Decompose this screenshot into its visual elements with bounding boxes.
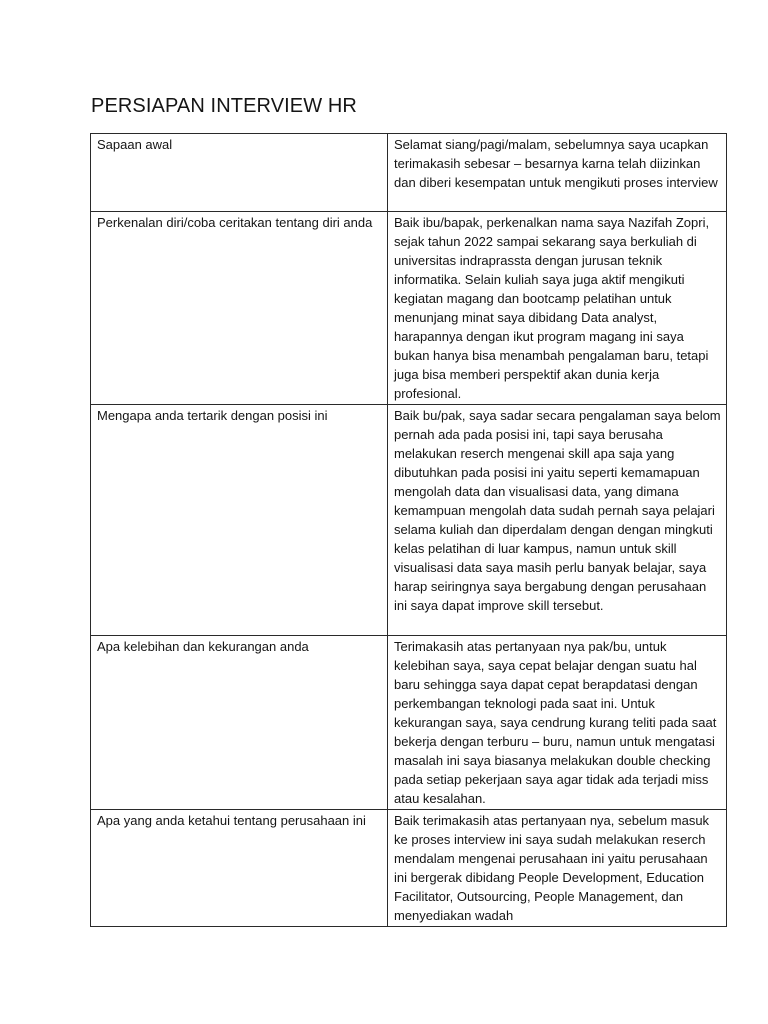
question-text: Mengapa anda tertarik dengan posisi ini (97, 408, 328, 423)
answer-cell (388, 405, 727, 636)
table-row (91, 134, 727, 212)
question-cell (91, 405, 388, 636)
table-row (91, 212, 727, 405)
table-row (91, 810, 727, 927)
question-text: Apa yang anda ketahui tentang perusahaan ini (97, 813, 366, 828)
answer-text: Terimakasih atas pertanyaan nya pak/bu, untuk kelebihan saya, saya cepat belajar dengan suatu hal baru sehingga saya dapat cepat berapdatasi dengan perkembangan teknologi pada saat ini. Untuk kekurangan saya, saya cendrung kurang teliti pada saat bekerja dengan terburu – buru, namun untuk mengatasi masalah ini saya biasanya melakukan double checking pada setiap pekerjaan saya agar tidak ada terjadi miss atau kesalahan. (394, 639, 717, 806)
answer-text: Selamat siang/pagi/malam, sebelumnya saya ucapkan terimakasih sebesar – besarnya karna telah diizinkan dan diberi kesempatan untuk mengikuti proses interview (394, 137, 718, 190)
question-cell (91, 134, 388, 212)
question-cell (91, 636, 388, 810)
answer-text: Baik bu/pak, saya sadar secara pengalaman saya belom pernah ada pada posisi ini, tapi saya berusaha melakukan reserch mengenai skill apa saja yang dibutuhkan pada posisi ini yaitu seperti kemamapuan mengolah data dan visualisasi data, yang dimana kemampuan mengolah data sudah pernah saya pelajari selama kuliah dan diperdalam dengan dengan mingkuti kelas pelatihan di luar kampus, namun untuk skill visualisasi data saya masih perlu banyak belajar, saya harap seiringnya saya bergabung dengan perusahaan ini saya dapat improve skill tersebut. (394, 408, 721, 613)
question-text: Apa kelebihan dan kekurangan anda (97, 639, 309, 654)
question-text: Perkenalan diri/coba ceritakan tentang diri anda (97, 215, 373, 230)
interview-table (90, 133, 727, 927)
answer-cell (388, 212, 727, 405)
question-cell (91, 212, 388, 405)
question-text: Sapaan awal (97, 137, 173, 152)
answer-cell (388, 810, 727, 927)
answer-text: Baik terimakasih atas pertanyaan nya, sebelum masuk ke proses interview ini saya sudah melakukan reserch mendalam mengenai perusahaan ini yaitu perusahaan ini bergerak dibidang People Development, Education Facilitator, Outsourcing, People Management, dan menyediakan wadah (394, 813, 710, 923)
question-cell (91, 810, 388, 927)
table-row (91, 636, 727, 810)
answer-text: Baik ibu/bapak, perkenalkan nama saya Nazifah Zopri, sejak tahun 2022 sampai sekarang saya berkuliah di universitas indraprassta dengan jurusan teknik informatika. Selain kuliah saya juga aktif mengikuti kegiatan magang dan bootcamp pelatihan untuk menunjang minat saya dibidang Data analyst, harapannya dengan ikut program magang ini saya bukan hanya bisa menambah pengalaman baru, tetapi juga bisa memberi perspektif akan dunia kerja profesional. (394, 215, 710, 401)
document-title: PERSIAPAN INTERVIEW HR (91, 95, 357, 117)
answer-cell (388, 636, 727, 810)
table-row (91, 405, 727, 636)
answer-cell (388, 134, 727, 212)
